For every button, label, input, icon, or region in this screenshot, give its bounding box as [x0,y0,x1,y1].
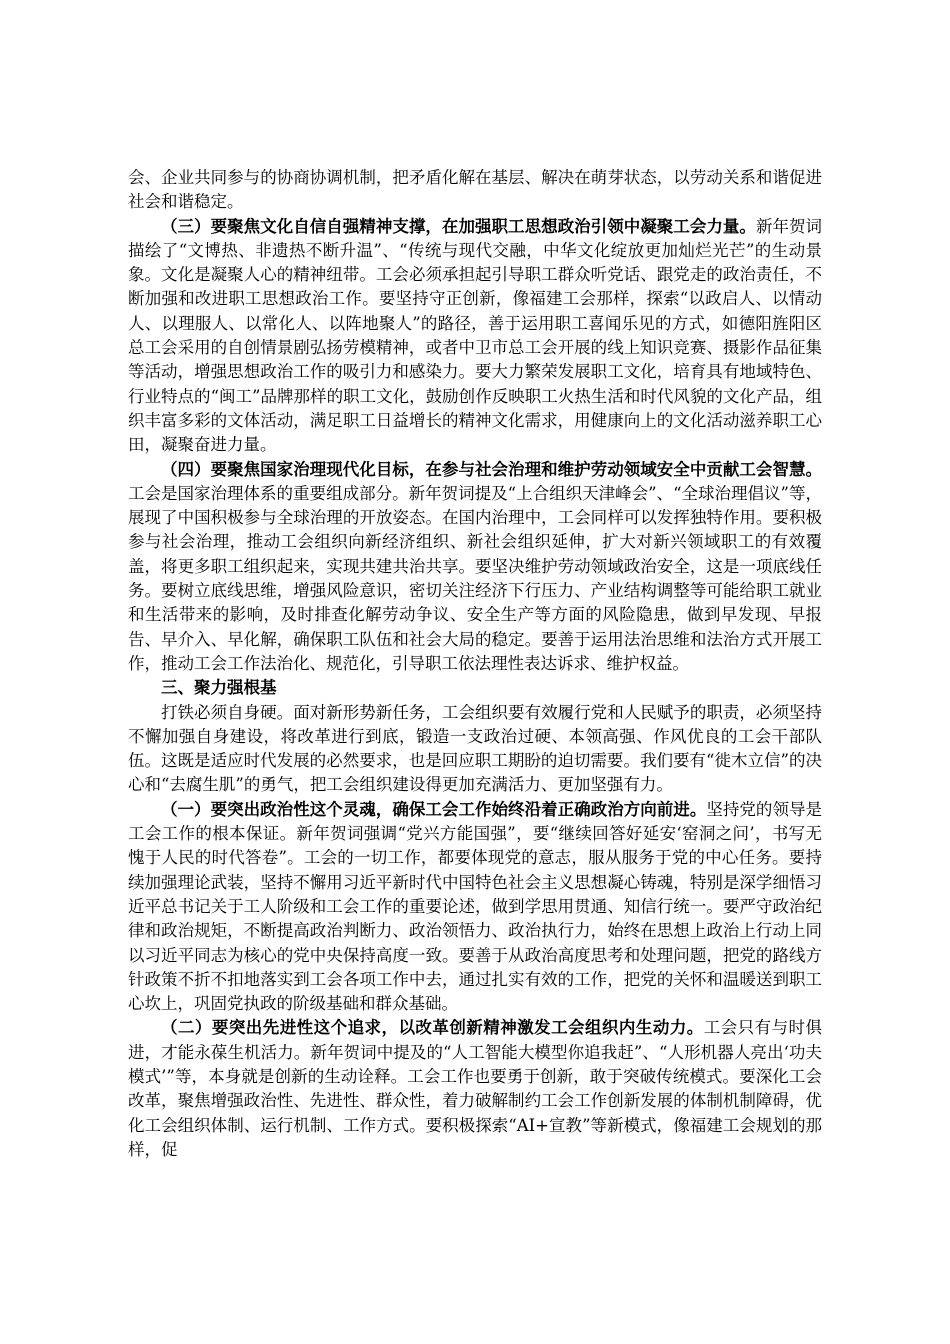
paragraph-text: 坚持党的领导是工会工作的根本保证。新年贺词强调“党兴方能国强”，要“继续回答好延安‘窑洞之问’，书写无愧于人民的时代答卷”。工会的一切工作，都要体现党的意志，服从服务于党的中心任务。要持续加强理论武装，坚持不懈用习近平新时代中国特色社会主义思想凝心铸魂，特别是深学细悟习近平总书记关于工人阶级和工会工作的重要论述，做到学思用贯通、知信行统一。要严守政治纪律和政治规矩，不断提高政治判断力、政治领悟力、政治执行力，始终在思想上政治上行动上同以习近平同志为核心的党中央保持高度一致。要善于从政治高度思考和处理问题，把党的路线方针政策不折不扣地落实到工会各项工作中去，通过扎实有效的工作，把党的关怀和温暖送到职工心坎上，巩固党执政的阶级基础和群众基础。 [128,799,823,1014]
paragraph-continuation: 会、企业共同参与的协商协调机制，把矛盾化解在基层、解决在萌芽状态，以劳动关系和谐促进社会和谐稳定。 [128,168,822,212]
paragraph-intro [128,701,822,798]
paragraph-text: 工会是国家治理体系的重要组成部分。新年贺词提及“上合组织天津峰会”、“全球治理倡议”等，展现了中国积极参与全球治理的开放姿态。在国内治理中，工会同样可以发挥独特作用。要积极参与社会治理，推动工会组织向新经济组织、新社会组织延伸，扩大对新兴领域职工的有效覆盖，将更多职工组织起来，实现共建共治共享。要坚决维护劳动领域政治安全，这是一项底线任务。要树立底线思维，增强风险意识，密切关注经济下行压力、产业结构调整等可能给职工就业和生活带来的影响，及时排查化解劳动争议、安全生产等方面的风险隐患，做到早发现、早报告、早介入、早化解，确保职工队伍和社会大局的稳定。要善于运用法治思维和法治方式开展工作，推动工会工作法治化、规范化，引导职工依法理性表达诉求、维护权益。 [128,483,822,673]
paragraph-lead-bold: （二）要突出先进性这个追求，以改革创新精神激发工会组织内生动力。 [161,1018,704,1038]
paragraph-section-3-4 [128,458,822,677]
paragraph-lead-bold: （四）要聚焦国家治理现代化目标，在参与社会治理和维护劳动领域安全中贡献工会智慧。 [161,459,822,479]
paragraph-subsection-1 [128,798,822,1017]
section-heading: 三、聚力强根基 [161,678,277,698]
document-body [128,166,822,1162]
paragraph-text: 工会只有与时俱进，才能永葆生机活力。新年贺词中提及的“人工智能大模型你追我赶”、“人形机器人亮出‘功夫模式’”等，本身就是创新的生动诠释。工会工作也要勇于创新，敢于突破传统模式。要深化工会改革，聚焦增强政治性、先进性、群众性，着力破解制约工会工作创新发展的体制机制障碍，优化工会组织体制、运行机制、工作方式。要积极探索“AI+宣教”等新模式，像福建工会规划的那样，促 [128,1018,823,1159]
paragraph-section-3-3 [128,215,822,458]
paragraph-text: 打铁必须自身硬。面对新形势新任务，工会组织要有效履行党和人民赋予的职责，必须坚持不懈加强自身建设，将改革进行到底，锻造一支政治过硬、本领高强、作风优良的工会干部队伍。这既是适应时代发展的必然要求，也是回应职工期盼的迫切需要。我们要有“徙木立信”的决心和“去腐生肌”的勇气，把工会组织建设得更加充满活力、更加坚强有力。 [128,702,822,795]
paragraph-lead-bold: （一）要突出政治性这个灵魂，确保工会工作始终沿着正确政治方向前进。 [161,799,707,819]
paragraph-lead-bold: （三）要聚焦文化自信自强精神支撑，在加强职工思想政治引领中凝聚工会力量。 [161,216,756,236]
paragraph-text: 新年贺词描绘了“文博热、非遗热不断升温”、“传统与现代交融，中华文化绽放更加灿烂光芒”的生动景象。文化是凝聚人心的精神纽带。工会必须承担起引导职工群众听党话、跟党走的政治责任，不断加强和改进职工思想政治工作。要坚持守正创新，像福建工会那样，探索“以政启人、以情动人、以理服人、以常化人、以阵地聚人”的路径，善于运用职工喜闻乐见的方式，如德阳旌阳区总工会采用的自创情景剧弘扬劳模精神，或者中卫市总工会开展的线上知识竞赛、摄影作品征集等活动，增强思想政治工作的吸引力和感染力。要大力繁荣发展职工文化，培育具有地域特色、行业特点的“闽工”品牌那样的职工文化，鼓励创作反映职工火热生活和时代风貌的文化产品，组织丰富多彩的文体活动，满足职工日益增长的精神文化需求，用健康向上的文化活动滋养职工心田，凝聚奋进力量。 [128,216,823,455]
paragraph-subsection-2 [128,1016,822,1162]
